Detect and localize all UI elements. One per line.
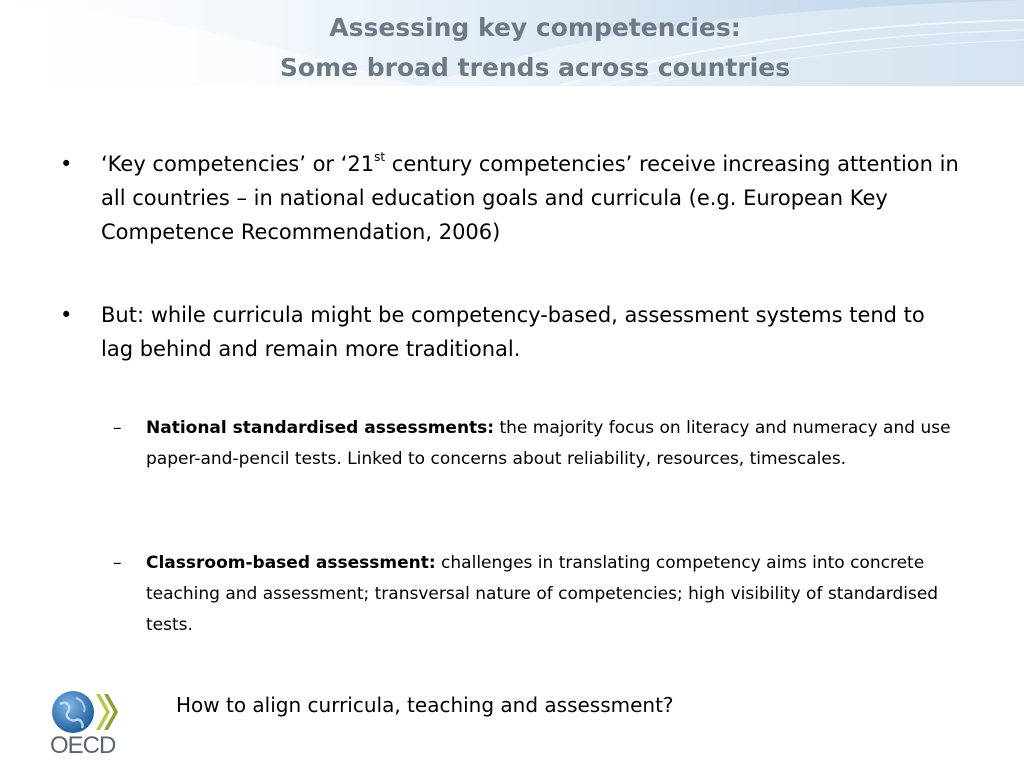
slide-title (0, 8, 1024, 88)
title-line-1: Assessing key competencies: (329, 13, 741, 42)
bullet-text: But: while curricula might be competency-based, assessment systems tend to lag behind and remain more traditional. (101, 303, 925, 361)
bullet-marker: • (60, 303, 73, 327)
bullet-text-part-2: century competencies’ receive increasing attention in all countries – in national education goals and curricula (e.g. European Key Competence Recommendation, 2006) (101, 152, 959, 244)
sub-bullet-text (146, 413, 971, 475)
closing-question: How to align curricula, teaching and assessment? (176, 693, 674, 717)
sub-bullet-heading: Classroom-based assessment: (146, 553, 436, 573)
bullet-text (101, 147, 961, 249)
superscript-st: st (374, 150, 386, 164)
globe-icon (46, 686, 126, 736)
title-line-2: Some broad trends across countries (279, 53, 791, 82)
sub-bullet-marker: – (113, 418, 122, 438)
bullet-text-part-1: ‘Key competencies’ or ‘21 (101, 152, 375, 176)
sub-bullet-body: the majority focus on literacy and numeracy and use paper-and-pencil tests. Linked to concerns about reliability, resources, timescales. (146, 418, 951, 469)
bullet-marker: • (60, 152, 73, 176)
oecd-logo-text: OECD (50, 732, 116, 759)
sub-bullet-heading: National standardised assessments: (146, 418, 495, 438)
sub-bullet-text (146, 548, 971, 641)
sub-bullet-marker: – (113, 553, 122, 573)
sub-bullet-body: challenges in translating competency aims into concrete teaching and assessment; transversal nature of competencies; high visibility of standardised tests. (146, 553, 939, 635)
